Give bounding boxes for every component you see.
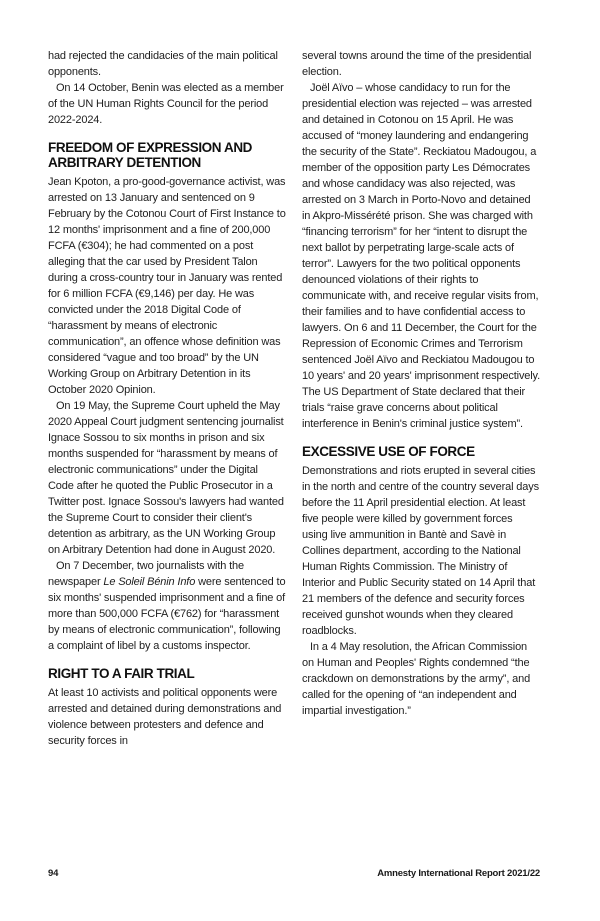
paragraph xyxy=(48,80,286,128)
paragraph xyxy=(48,48,286,80)
text-run: On 14 October, Benin was elected as a member of the UN Human Rights Council for the period 2022-2024. xyxy=(48,82,284,126)
text-run: On 19 May, the Supreme Court upheld the May 2020 Appeal Court judgment sentencing journalist Ignace Sossou to six months in prison and six months suspended for “harassment by means of electronic communications” under the Digital Code after he quoted the Public Prosecutor in a Twitter post. Ignace Sossou's lawyers had wanted the Supreme Court to consider their client's detention as arbitrary, as the UN Working Group on Arbitrary Detention had done in August 2020. xyxy=(48,400,284,556)
section-heading: RIGHT TO A FAIR TRIAL xyxy=(48,666,195,681)
column-left xyxy=(48,48,286,749)
text-run: Demonstrations and riots erupted in several cities in the north and centre of the country several days before the 11 April presidential election. At least five people were killed by government forces using live ammunition in Bantè and Savè in Collines department, according to the National Human Rights Commission. The Ministry of Interior and Public Security stated on 14 April that 21 members of the defence and security forces received gunshot wounds when they cleared roadblocks. xyxy=(302,465,539,637)
page-number: 94 xyxy=(48,868,59,879)
text-run: Joël Aïvo – whose candidacy to run for the presidential election was rejected – was arrested and detained in Cotonou on 15 April. He was accused of “money laundering and endangering the security of the State”. Reckiatou Madougou, a member of the opposition party Les Démocrates and whose candidacy was also rejected, was arrested on 3 March in Porto-Novo and detained in Akpro-Missérété prison. She was charged with “financing terrorism” for her “intent to disrupt the next ballot by perpetrating large-scale acts of terror”. Lawyers for the two political opponents denounced violations of their rights to communicate with, and receive regular visits from, their families and to have confidential access to lawyers. On 6 and 11 December, the Court for the Repression of Economic Crimes and Terrorism sentenced Joël Aïvo and Reckiatou Madougou to 10 years' and 20 years' imprisonment respectively. The US Department of State declared that their trials “raise grave concerns about political interference in Benin's criminal justice system”. xyxy=(302,82,540,430)
report-title: Amnesty International Report 2021/22 xyxy=(377,868,540,879)
text-run: several towns around the time of the presidential election. xyxy=(302,50,532,78)
paragraph xyxy=(302,80,540,432)
paragraph xyxy=(48,558,286,654)
paragraph xyxy=(302,639,540,719)
section-heading: FREEDOM OF EXPRESSION AND ARBITRARY DETENTION xyxy=(48,140,253,170)
column-right xyxy=(302,48,540,749)
paragraph xyxy=(302,48,540,80)
text-run: On 7 December, two journalists with the newspaper xyxy=(48,560,244,588)
text-run: had rejected the candidacies of the main political opponents. xyxy=(48,50,278,78)
section-heading: EXCESSIVE USE OF FORCE xyxy=(302,444,475,459)
paragraph xyxy=(48,398,286,558)
text-run: At least 10 activists and political opponents were arrested and detained during demonstrations and violence between protesters and defence and security forces in xyxy=(48,687,282,747)
text-run: were sentenced to six months' suspended imprisonment and a fine of more than 500,000 FCFA (€762) for “harassment by means of electronic communication”, following a complaint of libel by a customs inspector. xyxy=(48,576,286,652)
paragraph xyxy=(48,685,286,749)
paragraph xyxy=(302,463,540,639)
text-run: In a 4 May resolution, the African Commission on Human and Peoples' Rights condemned “the crackdown on demonstrations by the army”, and called for the opening of “an independent and impartial investigation.” xyxy=(302,641,531,717)
italic-text-run: Le Soleil Bénin Info xyxy=(103,576,196,588)
page-footer xyxy=(48,868,540,879)
text-columns xyxy=(48,48,540,749)
paragraph xyxy=(48,174,286,398)
text-run: Jean Kpoton, a pro-good-governance activist, was arrested on 13 January and sentenced on 9 February by the Cotonou Court of First Instance to 12 months' imprisonment and a fine of 200,000 FCFA (€304); he had commented on a post alleging that the car used by President Talon during a cross-country tour in January was rented for 6 million FCFA (€9,146) per day. He was convicted under the 2018 Digital Code of “harassment by means of electronic communication”, an offence whose definition was considered “vague and too broad” by the UN Working Group on Arbitrary Detention in its October 2020 Opinion. xyxy=(48,176,286,396)
